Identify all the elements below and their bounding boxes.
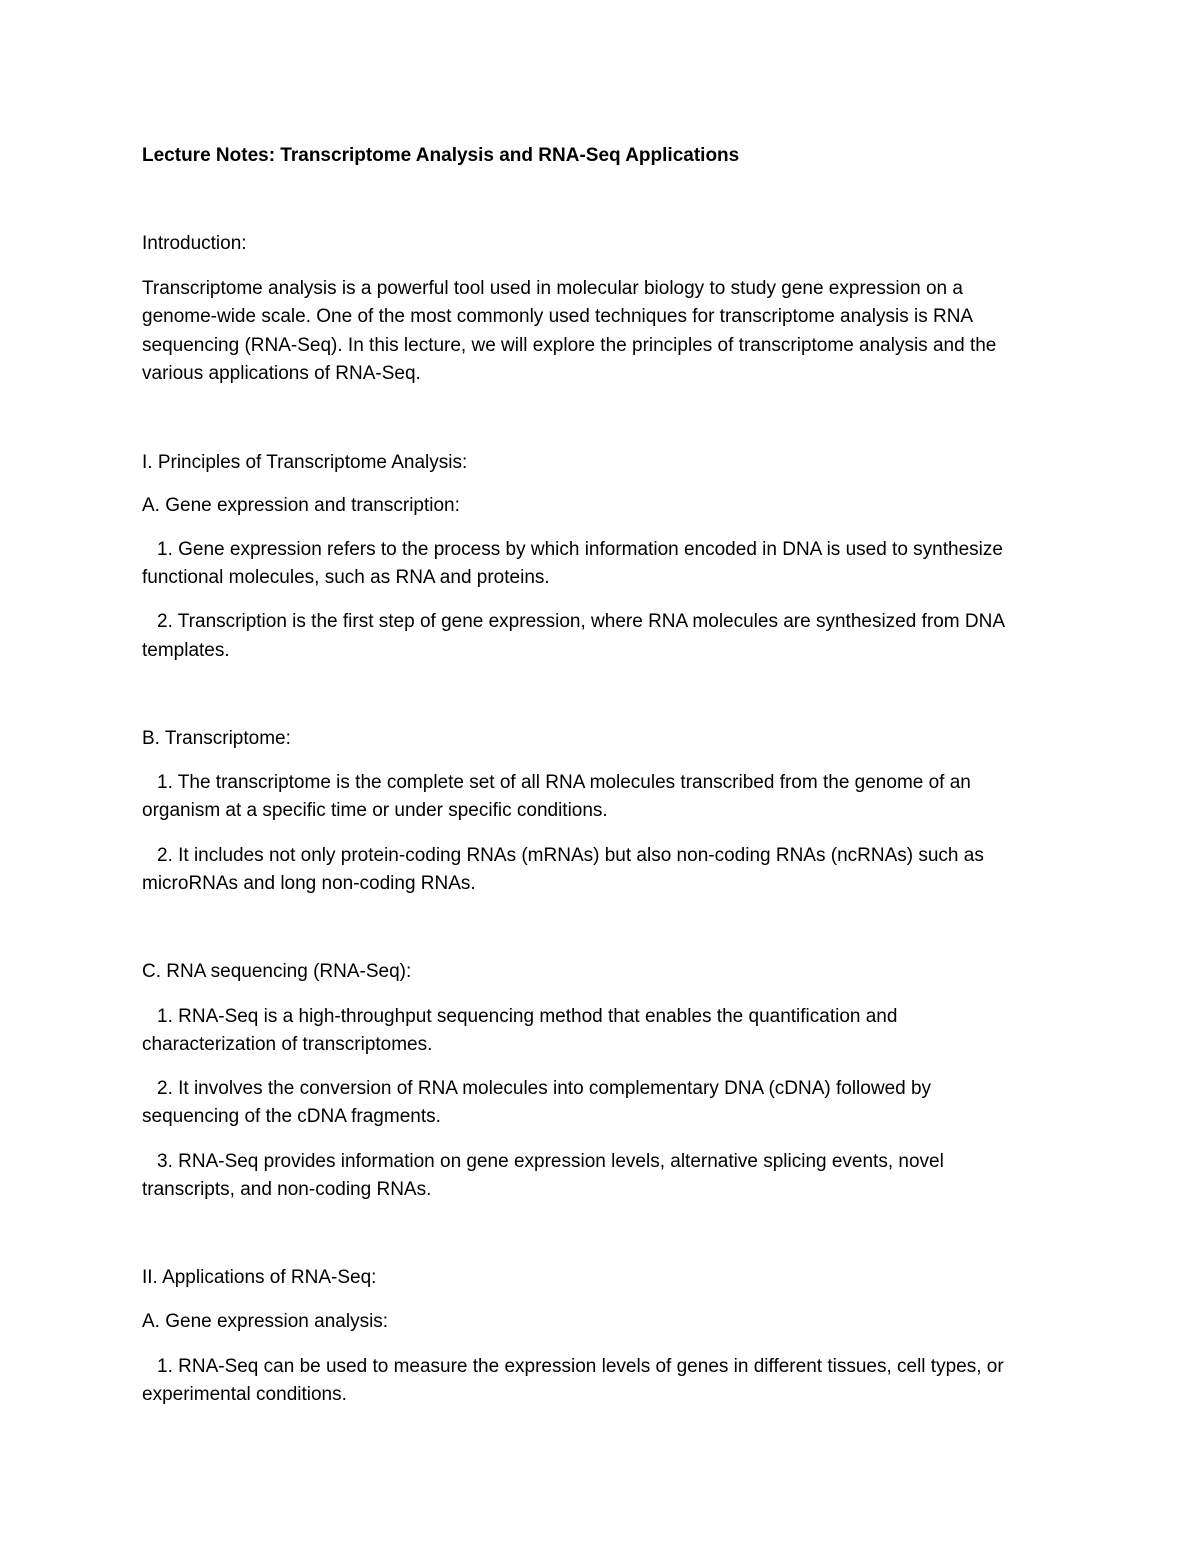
section-heading: II. Applications of RNA-Seq: (142, 1267, 377, 1288)
subsection-heading: A. Gene expression and transcription: (142, 495, 460, 516)
intro-line: genome-wide scale. One of the most commonly used techniques for transcriptome analysis is RNA (142, 306, 974, 327)
section-heading: I. Principles of Transcriptome Analysis: (142, 452, 468, 473)
list-item-line: functional molecules, such as RNA and proteins. (142, 567, 550, 588)
list-item-line: 2. It involves the conversion of RNA molecules into complementary DNA (cDNA) followed by (157, 1078, 932, 1099)
list-item-line: 2. Transcription is the first step of gene expression, where RNA molecules are synthesized from DNA (157, 611, 1005, 632)
list-item-line: 1. The transcriptome is the complete set of all RNA molecules transcribed from the genome of an (157, 772, 971, 793)
intro-heading: Introduction: (142, 233, 247, 254)
intro-line: sequencing (RNA-Seq). In this lecture, we will explore the principles of transcriptome analysis and the (142, 335, 997, 356)
list-item-line: 2. It includes not only protein-coding RNAs (mRNAs) but also non-coding RNAs (ncRNAs) such as (157, 845, 984, 866)
list-item-line: experimental conditions. (142, 1384, 347, 1405)
list-item-line: 1. RNA-Seq can be used to measure the expression levels of genes in different tissues, cell types, or (157, 1356, 1004, 1377)
intro-line: Transcriptome analysis is a powerful tool used in molecular biology to study gene expression on a (142, 278, 963, 299)
list-item-line: transcripts, and non-coding RNAs. (142, 1179, 432, 1200)
list-item-line: microRNAs and long non-coding RNAs. (142, 873, 476, 894)
subsection-heading: B. Transcriptome: (142, 728, 291, 749)
list-item-line: organism at a specific time or under specific conditions. (142, 800, 608, 821)
list-item-line: 1. Gene expression refers to the process by which information encoded in DNA is used to synthesize (157, 539, 1003, 560)
list-item-line: sequencing of the cDNA fragments. (142, 1106, 441, 1127)
subsection-heading: C. RNA sequencing (RNA-Seq): (142, 961, 412, 982)
list-item-line: templates. (142, 640, 230, 661)
list-item-line: 3. RNA-Seq provides information on gene expression levels, alternative splicing events, novel (157, 1151, 944, 1172)
document-title: Lecture Notes: Transcriptome Analysis and RNA-Seq Applications (142, 145, 740, 166)
subsection-heading: A. Gene expression analysis: (142, 1311, 389, 1332)
list-item-line: characterization of transcriptomes. (142, 1034, 433, 1055)
intro-line: various applications of RNA-Seq. (142, 363, 421, 384)
list-item-line: 1. RNA-Seq is a high-throughput sequencing method that enables the quantification and (157, 1006, 898, 1027)
